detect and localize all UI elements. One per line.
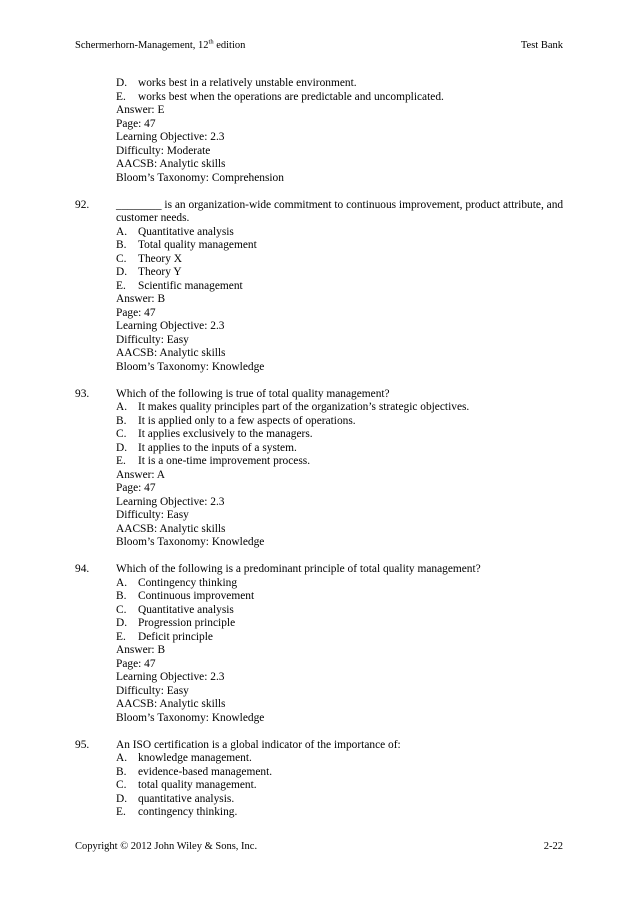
option-line: B. Total quality management <box>116 239 257 251</box>
question-item <box>75 388 565 550</box>
answer-line: Answer: A <box>116 468 166 481</box>
option-line: A. Contingency thinking <box>116 576 238 589</box>
page-header <box>75 40 563 54</box>
question-stem: Which of the following is a predominant principle of total quality management? <box>116 563 481 575</box>
option-line: D. works best in a relatively unstable environment. <box>116 77 357 89</box>
bloom-line: Bloom’s Taxonomy: Knowledge <box>116 711 265 724</box>
option-line: D. Progression principle <box>116 617 236 629</box>
bloom-line: Bloom’s Taxonomy: Comprehension <box>116 171 284 184</box>
option-line: A. It makes quality principles part of the organization’s strategic objectives. <box>116 401 470 413</box>
objective-line: Learning Objective: 2.3 <box>116 495 225 508</box>
difficulty-line: Difficulty: Easy <box>116 509 189 521</box>
option-line: C. It applies exclusively to the managers. <box>116 428 313 440</box>
question-item <box>75 199 565 375</box>
page-line: Page: 47 <box>116 657 156 670</box>
question-stem: An ISO certification is a global indicator of the importance of: <box>116 738 401 751</box>
page-line: Page: 47 <box>116 306 156 319</box>
option-line: E. contingency thinking. <box>116 806 238 818</box>
aacsb-line: AACSB: Analytic skills <box>116 347 226 359</box>
objective-line: Learning Objective: 2.3 <box>116 131 225 143</box>
objective-line: Learning Objective: 2.3 <box>116 671 225 683</box>
difficulty-line: Difficulty: Moderate <box>116 144 211 157</box>
page-number: 2-22 <box>543 841 563 852</box>
option-line: A. knowledge management. <box>116 752 252 764</box>
question-continuation <box>75 77 565 185</box>
option-line: E. It is a one-time improvement process. <box>116 455 311 467</box>
option-line: C. total quality management. <box>116 779 257 791</box>
answer-line: Answer: B <box>116 293 166 305</box>
page-content <box>75 77 565 820</box>
option-line: C. Quantitative analysis <box>116 603 234 616</box>
question-number: 95. <box>75 738 90 751</box>
header-label: Test Bank <box>520 40 563 51</box>
question-number: 94. <box>75 563 90 575</box>
option-line: C. Theory X <box>116 252 182 265</box>
question-item <box>75 563 565 725</box>
page-footer <box>75 841 563 855</box>
aacsb-line: AACSB: Analytic skills <box>116 698 226 710</box>
question-item <box>75 739 565 820</box>
question-number: 92. <box>75 198 90 211</box>
header-title: Schermerhorn-Management, 12th edition <box>75 38 246 51</box>
option-line: D. quantitative analysis. <box>116 792 235 805</box>
option-line: E. Scientific management <box>116 279 243 292</box>
bloom-line: Bloom’s Taxonomy: Knowledge <box>116 536 265 548</box>
answer-line: Answer: B <box>116 644 166 656</box>
question-number: 93. <box>75 387 90 400</box>
option-line: D. It applies to the inputs of a system. <box>116 441 297 454</box>
objective-line: Learning Objective: 2.3 <box>116 320 225 332</box>
option-line: A. Quantitative analysis <box>116 225 234 238</box>
aacsb-line: AACSB: Analytic skills <box>116 158 226 170</box>
option-line: E. Deficit principle <box>116 630 213 643</box>
copyright-text: Copyright © 2012 John Wiley & Sons, Inc. <box>75 841 258 852</box>
question-stem: ________ is an organization-wide commitment to continuous improvement, product attribute, and customer needs. <box>116 198 564 224</box>
option-line: B. evidence-based management. <box>116 765 273 778</box>
bloom-line: Bloom’s Taxonomy: Knowledge <box>116 360 265 373</box>
difficulty-line: Difficulty: Easy <box>116 684 189 697</box>
page-line: Page: 47 <box>116 117 156 130</box>
option-line: D. Theory Y <box>116 266 182 278</box>
option-line: E. works best when the operations are predictable and uncomplicated. <box>116 90 444 103</box>
page-line: Page: 47 <box>116 482 156 494</box>
option-line: B. Continuous improvement <box>116 590 255 602</box>
question-stem: Which of the following is true of total quality management? <box>116 387 390 400</box>
difficulty-line: Difficulty: Easy <box>116 333 189 346</box>
option-line: B. It is applied only to a few aspects of operations. <box>116 414 356 427</box>
answer-line: Answer: E <box>116 104 165 116</box>
aacsb-line: AACSB: Analytic skills <box>116 522 226 535</box>
